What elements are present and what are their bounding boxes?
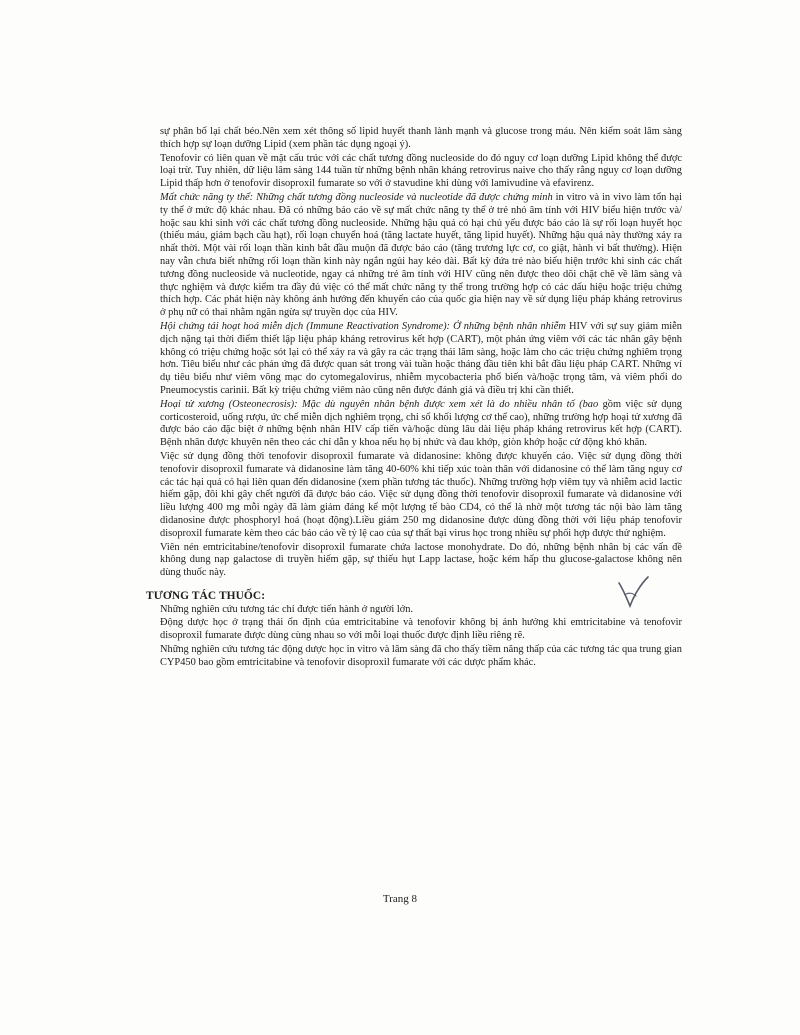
section-title-interactions: TƯƠNG TÁC THUỐC: xyxy=(146,589,266,602)
paragraph-didanosine: Việc sử dụng đồng thời tenofovir disoproxil fumarate và didanosine: không được khuyến cáo. Việc sử dụng đồng thời tenofovir disoproxil fumarate và didanosine làm tăng 40-60% khi tiếp xúc toàn thân với didanosine có thể làm tăng nguy cơ các tác hại quá có hại liên quan đến didanosine (xem phần tương tác thuốc). Những trường hợp viêm tụy và nhiễm acid lactic hiếm gặp, đôi khi gây chết người đã được báo cáo. Việc sử dụng đồng thời tenofovir disoproxil fumarate và didanosine với liều lượng 400 mg mỗi ngày đã làm giảm đáng kể một lượng tế bào CD4, có thể là nhờ một tương tác nội bào làm tăng didanosine được phosphoryl hoá (hoạt động).Liều giảm 250 mg didanosine được dùng đồng thời với liệu pháp tenofovir disoproxil fumarate kèm theo các báo cáo về tỷ lệ cao của sự thất bại virus học trong nhiều sự phối hợp được thử nghiệm. xyxy=(160,450,682,539)
paragraph-tenofovir-lipid: Tenofovir có liên quan về mặt cấu trúc với các chất tương đồng nucleoside do đó nguy cơ loạn dưỡng Lipid không thể được loại trừ. Tuy nhiên, dữ liệu lâm sàng 144 tuần từ những bệnh nhân kháng retrovirus naive cho thấy rằng nguy cơ loạn dưỡng Lipid thấp hơn ở tenofovir disoproxil fumarate so với ở stavudine khi dùng với lamivudine và efavirenz. xyxy=(160,152,682,190)
paragraph-lipid-distribution: sự phân bố lại chất béo.Nên xem xét thông số lipid huyết thanh lành mạnh và glucose trong máu. Nên kiểm soát lâm sàng thích hợp sự loạn dưỡng Lipid (xem phần tác dụng ngoại ý). xyxy=(160,126,682,150)
immune-text: HIV với sự suy giảm miễn dịch nặng tại thời điểm thiết lập liệu pháp kháng retrovirus kết hợp (CART), một phản ứng viêm với các tác nhân gây bệnh không có triệu chứng hoặc sót lại có thể xảy ra và gây ra các trạng thái lâm sàng, hoặc làm cho các triệu chứng nghiêm trọng hơn. Tiêu biểu như các phản ứng đã được quan sát trong vài tuần hoặc tháng đầu tiên khi bắt đầu liệu pháp CART. Những ví dụ tiêu biểu như viêm võng mạc do cytomegalovirus, nhiễm mycobacteria phổ biến và/hoặc trọng tâm, và viêm phổi do Pneumocystis carinii. Bất kỳ triệu chứng viêm nào cũng nên được đánh giá và điều trị khi cần thiết. xyxy=(160,320,682,396)
mitochondrial-heading: Mất chức năng ty thể: Những chất tương đồng nucleoside và nucleotide đã được chứng minh xyxy=(160,191,553,203)
osteonecrosis-heading: Hoại tử xương (Osteonecrosis): Mặc dù nguyên nhân bệnh được xem xét là do nhiều nhân tố (bao xyxy=(160,398,599,410)
paragraph-osteonecrosis xyxy=(160,399,682,450)
page-body xyxy=(146,126,682,670)
immune-heading: Hội chứng tái hoạt hoá miễn dịch (Immune Reactivation Syndrome): Ở những bệnh nhân nhiễm xyxy=(160,320,566,332)
paragraph-immune-reactivation xyxy=(160,321,682,398)
interactions-paragraph: Những nghiên cứu tương tác động dược học in vitro và lâm sàng đã cho thấy tiềm năng thấp của các tương tác qua trung gian CYP450 bao gồm emtricitabine và tenofovir disoproxil fumarate với các dược phẩm khác. xyxy=(160,644,682,668)
mitochondrial-text: in vitro và in vivo làm tổn hại ty thể ở mức độ khác nhau. Đã có những báo cáo về sự mất chức năng ty thể ở trẻ nhỏ âm tính với HIV biểu hiện trước và/ hoặc sau khi sinh với các chất tương đồng nucleoside. Những hậu quả có hại chủ yếu được báo cáo là sự rối loạn huyết học (thiếu máu, giảm bạch cầu hạt), rối loạn chuyển hoá (tăng lactate huyết, tăng lipid huyết). Những hậu quả này thường xảy ra nhất thời. Một vài rối loạn thần kinh bắt đầu muộn đã được báo cáo (tăng trương lực cơ, co giật, hành vi bất thường). Hiện nay vẫn chưa biết những rối loạn thần kinh này ngắn ngủi hay kéo dài. Bất kỳ đứa trẻ nào biểu hiện trước khi sinh các chất tương đồng nucleoside và nucleotide, ngay cả những trẻ âm tính với HIV cũng nên được theo dõi chặt chẽ về lâm sàng và thực nghiệm và được kiểm tra đầy đủ việc có thể mất chức năng ty thể trong trường hợp có các dấu hiệu hoặc triệu chứng thích hợp. Các phát hiện này không ảnh hưởng đến khuyến cáo của quốc gia hiện nay về sử dụng liệu pháp kháng retrovirus ở phụ nữ có thai nhằm ngăn ngừa sự truyền dọc của HIV. xyxy=(160,191,682,319)
handwritten-check-mark xyxy=(615,575,651,609)
interactions-paragraph: Động dược học ở trạng thái ổn định của emtricitabine và tenofovir không bị ảnh hưởng khi emtricitabine và tenofovir disoproxil fumarate được dùng cùng nhau so với mỗi loại thuốc được định liều riêng rẽ. xyxy=(160,617,682,642)
paragraph-mitochondrial xyxy=(160,192,682,320)
interactions-paragraph: Những nghiên cứu tương tác chỉ được tiến hành ở người lớn. xyxy=(160,603,414,615)
paragraph-lactose: Viên nén emtricitabine/tenofovir disoproxil fumarate chứa lactose monohydrate. Do đó, những bệnh nhân bị các vấn đề không dung nạp galactose di truyền hiếm gặp, sự thiếu hụt Lapp lactase, hoặc kém hấp thu glucose-galactose không nên dùng thuốc này. xyxy=(160,541,682,579)
osteonecrosis-text: gồm việc sử dụng corticosteroid, uống rượu, ức chế miễn dịch nghiêm trọng, chỉ số khối lượng cơ thể cao), những trường hợp hoại tử xương đã được báo cáo đặc biệt ở những bệnh nhân HIV cấp tiến và/hoặc dùng lâu dài liệu pháp kháng retrovirus kết hợp (CART). Bệnh nhân được khuyên nên theo các chỉ dẫn y khoa nếu họ bị nhức và đau khớp, giòn khớp hoặc cử động khó khăn. xyxy=(160,398,682,449)
page-number: Trang 8 xyxy=(382,893,418,905)
